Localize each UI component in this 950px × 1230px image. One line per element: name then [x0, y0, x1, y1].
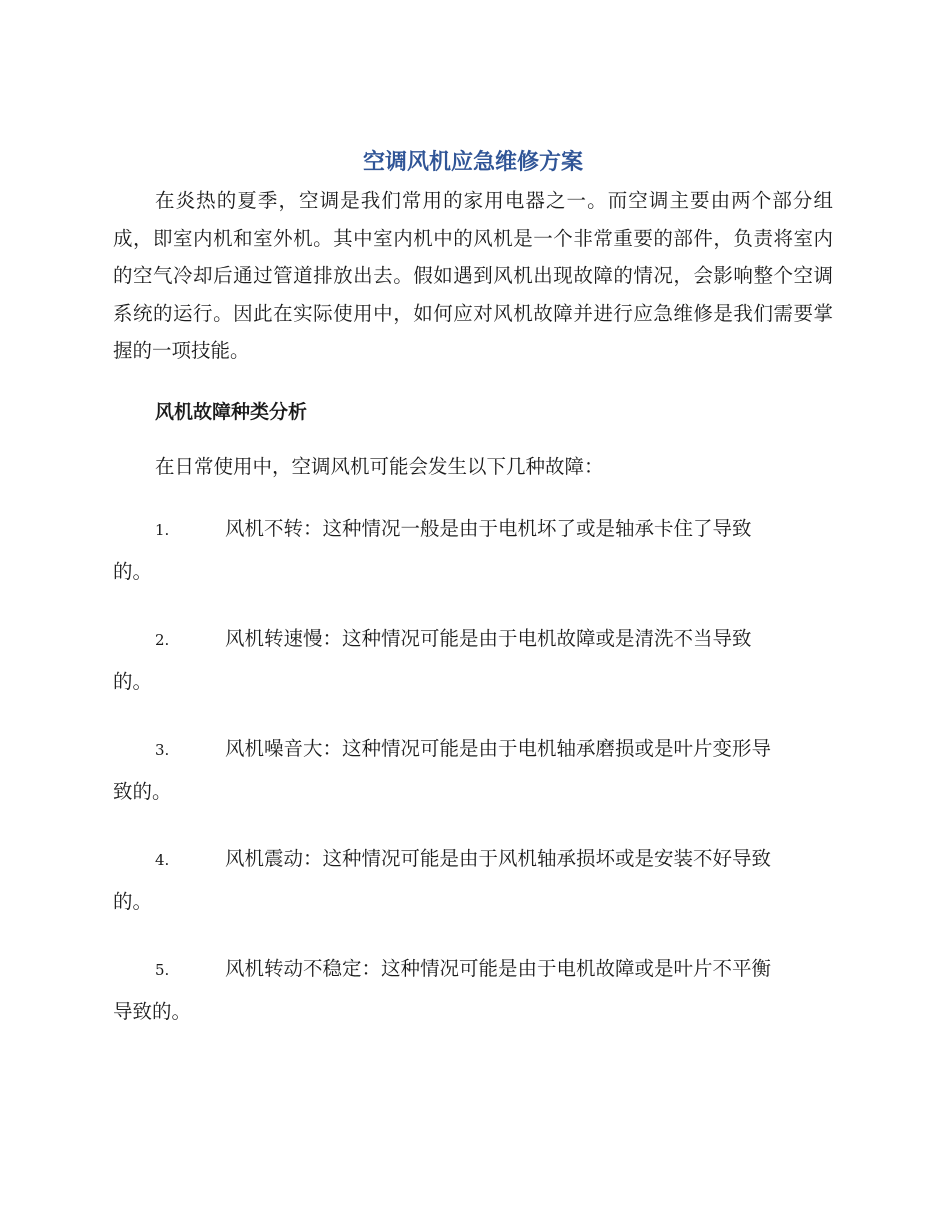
list-text-continuation: 的。 [113, 889, 153, 913]
list-text-continuation: 导致的。 [113, 999, 192, 1023]
list-text: 风机震动：这种情况可能是由于风机轴承损坏或是安装不好导致 [225, 846, 772, 870]
list-number: 5. [155, 960, 170, 979]
list-number: 2. [155, 630, 170, 649]
list-text-continuation: 的。 [113, 669, 153, 693]
list-text-continuation: 的。 [113, 559, 153, 583]
list-text: 风机转动不稳定：这种情况可能是由于电机故障或是叶片不平衡 [225, 956, 772, 980]
intro-paragraph: 在炎热的夏季，空调是我们常用的家用电器之一。而空调主要由两个部分组成，即室内机和室外机。其中室内机中的风机是一个非常重要的部件，负责将室内的空气冷却后通过管道排放出去。假如遇到风机出现故障的情况，会影响整个空调系统的运行。因此在实际使用中，如何应对风机故障并进行应急维修是我们需要掌握的一项技能。 [113, 189, 833, 362]
document-page [113, 146, 833, 1032]
section-heading: 风机故障种类分析 [155, 400, 308, 423]
list-text: 风机转速慢：这种情况可能是由于电机故障或是清洗不当导致 [225, 626, 752, 650]
list-text: 风机噪音大：这种情况可能是由于电机轴承磨损或是叶片变形导 [225, 736, 772, 760]
list-text-continuation: 致的。 [113, 779, 172, 803]
list-number: 4. [155, 850, 170, 869]
list-text: 风机不转：这种情况一般是由于电机坏了或是轴承卡住了导致 [225, 516, 752, 540]
fault-list-item [113, 948, 833, 1032]
list-number: 1. [155, 520, 170, 539]
section-intro: 在日常使用中，空调风机可能会发生以下几种故障： [155, 454, 604, 478]
fault-list-item [113, 728, 833, 812]
fault-list-item [113, 508, 833, 592]
list-number: 3. [155, 740, 170, 759]
document-title: 空调风机应急维修方案 [362, 150, 583, 175]
fault-list-item [113, 618, 833, 702]
fault-list-item [113, 838, 833, 922]
